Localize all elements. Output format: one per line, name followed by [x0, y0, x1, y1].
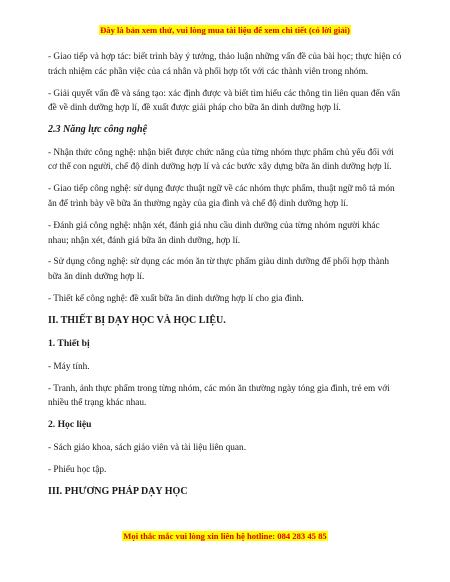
- document-body: [48, 50, 402, 508]
- list-item-pictures: - Tranh, ảnh thực phẩm trong từng nhóm, các món ăn thường ngày tóng gia đình, trẻ em với nhiều thể trạng khác nhau.: [48, 383, 390, 409]
- paragraph-tech-awareness: - Nhận thức công nghệ: nhận biết được chức năng của từng nhóm thực phẩm chủ yếu đối với cơ thể con người, chế độ dinh dưỡng hợp lí và các bước xây dựng bữa ăn dinh dưỡng hợp lí.: [48, 147, 394, 173]
- paragraph-tech-design: - Thiết kế công nghệ: đề xuất bữa ăn dinh dưỡng hợp lí cho gia đình.: [48, 294, 304, 305]
- paragraph-problem-solving: - Giải quyết vấn đề và sáng tạo: xác định được và biết tìm hiểu các thông tin liên quan đến vấn đề về dinh dưỡng hợp lí, đề xuất được giải pháp cho bữa ăn dinh dưỡng hợp lí.: [48, 88, 401, 114]
- preview-notice-banner: [0, 25, 450, 36]
- heading-teaching-methods: III. PHƯƠNG PHÁP DẠY HỌC: [48, 485, 188, 497]
- heading-equipment-materials: II. THIẾT BỊ DẠY HỌC VÀ HỌC LIỆU.: [48, 315, 226, 327]
- paragraph-tech-communication: - Giao tiếp công nghệ: sử dụng được thuật ngữ về các nhóm thực phẩm, thuật ngữ mô tả món ăn để trình bày về bữa ăn thường ngày của gia đình và chế độ dinh dưỡng hợp lí.: [48, 184, 395, 209]
- section-heading-technology-competence: 2.3 Năng lực công nghệ: [48, 124, 148, 136]
- subheading-learning-materials: 2. Học liệu: [48, 419, 92, 431]
- list-item-worksheet: - Phiếu học tập.: [48, 464, 107, 475]
- subheading-equipment: 1. Thiết bị: [48, 338, 90, 350]
- paragraph-communication: - Giao tiếp và hợp tác: biết trình bày ý tưởng, thảo luận những vấn đề của bài học; thực hiện có trách nhiệm các phần việc của cá nhân và phối hợp tốt với các thành viên trong nhóm.: [48, 52, 402, 77]
- hotline-text: Mọi thắc mắc vui lòng xin liên hệ hotline: 084 283 45 85: [123, 531, 327, 541]
- preview-notice-text: Đây là bản xem thử, vui lòng mua tài liệu để xem chi tiết (có lời giải): [100, 25, 350, 35]
- paragraph-tech-evaluation: - Đánh giá công nghệ: nhận xét, đánh giá nhu cầu dinh dưỡng của từng nhóm người khác nhau; nhận xét, đánh giá bữa ăn dinh dưỡng, hợp lí.: [48, 220, 380, 246]
- list-item-computer: - Máy tính.: [48, 361, 90, 372]
- list-item-textbooks: - Sách giáo khoa, sách giáo viên và tài liệu liên quan.: [48, 442, 247, 453]
- paragraph-tech-usage: - Sử dụng công nghệ: sử dụng các món ăn từ thực phẩm giàu dinh dưỡng để phối hợp thành bữa ăn dinh dưỡng hợp lí.: [48, 257, 389, 283]
- hotline-banner: [0, 531, 450, 542]
